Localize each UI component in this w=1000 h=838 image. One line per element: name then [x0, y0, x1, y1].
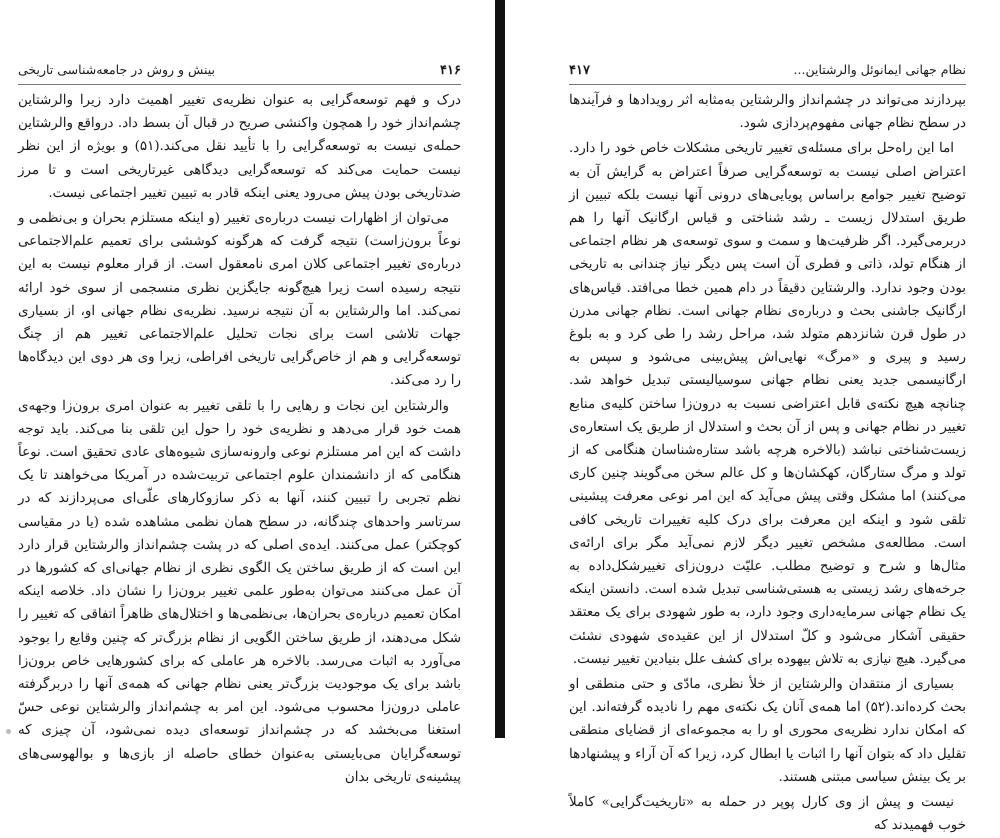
left-paragraph-1: درک و فهم توسعه‌گرایی به عنوان نظریه‌ی تغییر اهمیت دارد زیرا والرشتاین چشم‌انداز خود را همچون واکنشی صریح در قبال آن بسط داد. درواقع والرشتاین حمله‌ی نیست به توسعه‌گرایی را با تأیید نقل می‌کند.(۵۱) و بویژه از این نظر نیست حمایت می‌کند که توسعه‌گرایی دیدگاهی غیرتاریخی است و تا مرز ضدتاریخی بودن پیش می‌رود یعنی اینکه قادر به تبیین تغییر اجتماعی نیست.	[18, 93, 461, 201]
right-running-title: نظام جهانی ایمانوئل والرشتاین...	[793, 62, 966, 77]
left-paragraph-2: می‌توان از اظهارات نیست درباره‌ی تغییر (و اینکه مستلزم بحران و بی‌نظمی و نوعاً برون‌زاست) نتیجه گرفت که هرگونه کوششی برای تعمیم علم‌الاجتماعی درباره‌ی تغییر اجتماعی کلان امری نامعقول است. از قرار معلوم نیست به این نتیجه رسیده است زیرا هیچ‌گونه جایگزین نظری منسجمی از سوی خود ارائه نمی‌کند. اما والرشتاین به آن نتیجه نرسید. نظریه‌ی نظام جهانی او، از بسیاری جهات تلاشی است برای نجات تحلیل علم‌الاجتماعی تغییر هم از چنگ توسعه‌گرایی و هم از خاص‌گرایی تاریخی افراطی، زیرا وی هر دوی این دیدگاه‌ها را رد می‌کند.	[18, 211, 461, 389]
left-page-header	[18, 62, 461, 85]
left-running-title: بینش و روش در جامعه‌شناسی تاریخی	[18, 62, 215, 77]
right-paragraph-2: اما این راه‌حل برای مسئله‌ی تغییر تاریخی مشکلات خاص خود را دارد. اعتراض اصلی نیست به توسعه‌گرایی صرفاً اعتراض به گرایش آن به توضیح تغییر جوامع براساس پویایی‌های درونی آنها نیست بلکه تبیین از طریق استدلال زیست ـ رشد شناختی و قیاس ارگانیک آنها را هم دربرمی‌گیرد. اگر ظرفیت‌ها و سمت و سوی توسعه‌ی هر نظام اجتماعی از هنگام تولد، ذاتی و فطری آن است پس دیگر نیاز چندانی به تاریخی بودن وجود ندارد. والرشتاین دقیقاً در دام همین خطا می‌افتد. قیاس‌های ارگانیک جاشنی بحث و درباره‌ی نظام جهانی است. نظام جهانی مدرن در طول قرن شانزدهم متولد شد، مراحل رشد را طی کرد و به بلوغ رسید و پیری و «مرگ» نهایی‌اش پیش‌بینی می‌شود و سپس به ارگانیسمی جدید یعنی نظام جهانی سوسیالیستی تبدیل خواهد شد. چنانچه هیچ نکته‌ی قابل اعتراضی نسبت به درون‌زا ساختن کلیه‌ی منابع تغییر در نظام جهانی و پس از آن بحث و استدلال از طریق یک استعاره‌ی زیست‌شناختی نباشد (بالاخره هرچه باشد ستاره‌شناسان هنگامی که از تولد و مرگ ستارگان، کهکشان‌ها و کل عالم سخن می‌گویند چنین کاری می‌کنند) اما مشکل وقتی پیش می‌آید که این امر نوعی معرفت پیشینی تلقی شود و اینکه این معرفت برای درک کلیه تغییرات تاریخی کافی است. مطالعه‌ی مشخص تغییر دیگر لازم نمی‌آید مگر برای ارائه‌ی مثال‌ها و شرح و توضیح مطلب. علیّت درون‌زای تغییرشکل‌داده به جرخه‌های رشد زیستی به هستی‌شناسی تبدیل شده است. دانستن اینکه یک نظام جهانی سرمایه‌داری وجود دارد، به طور شهودی برای یک معتقد حقیقی آشکار می‌شود و کلّ استدلال از این عقیده‌ی شهودی نشئت می‌گیرد. هیچ نیازی به تلاش بیهوده برای کشف علل بنیادین تغییر نیست.	[569, 141, 966, 667]
right-paragraph-3: بسیاری از منتقدان والرشتاین از خلأ نظری، مادّی و حتی منطقی او بحث کرده‌اند.(۵۲) اما همه‌ی آنان یک نکته‌ی مهم را نادیده گرفته‌اند. این که امکان ندارد نظریه‌ی محوری او را به مجموعه‌ای از قضایای منطقی تقلیل داد که بتوان آنها را اثبات یا ابطال کرد، زیرا که آن آراء و پیشنهادها بر یک بینش سیاسی مبتنی هستند.	[569, 677, 966, 785]
left-paragraph-3: والرشتاین این نجات و رهایی را با تلقی تغییر به عنوان امری برون‌زا وجهه‌ی همت خود قرار می‌دهد و نظریه‌ی خود را حول این تلقی بنا می‌کند. باید توجه داشت که این امر مستلزم نوعی وارونه‌سازی شیوه‌های عادی تحقیق است. نوعاً هنگامی که از دانشمندان علوم اجتماعی تربیت‌شده در آمریکا می‌خواهند تا یک نظم تجربی را تبیین کنند، آنها به ذکر سازوکارهای علّی‌ای می‌پردازند که در سرتاسر واحدهای چندگانه، در سطح همان نظمی مشاهده شده (یا در مقیاسی کوچکتر) عمل می‌کنند. ایده‌ی اصلی که در پشت چشم‌انداز والرشتاین قرار دارد این است که از طریق ساختن یک الگوی نظری از نظام جهانی‌ای که کشورها در آن عمل می‌کنند می‌توان به‌طور علمی تغییر برون‌زا را نشان داد. خلاصه اینکه امکان تعمیم درباره‌ی بحران‌ها، بی‌نظمی‌ها و اختلال‌های ظاهراً اتفاقی که تغییر را شکل می‌دهند، از طریق ساختن الگویی از نظام بزرگ‌تر که چنین وقایع را بوجود می‌آورد به اثبات می‌رسد. بالاخره هر عاملی که برای کشورهایی خاص برون‌زا باشد برای یک موجودیت بزرگ‌تر یعنی نظام جهانی که همه‌ی آنها را دربرگرفته عاملی درون‌زا محسوب می‌شود. این امر به چشم‌انداز والرشتاین نوعی حسّ استغنا می‌بخشد که در چشم‌انداز توسعه‌ای دیده نمی‌شود، آن چیزی که توسعه‌گرایان می‌بایستی به‌عنوان خطای حاصله از بازی‌ها و بوالهوسی‌های پیشینه‌ی تاریخی بدان	[18, 398, 461, 785]
left-page-number: ۴۱۶	[440, 63, 461, 78]
right-page	[505, 0, 1000, 834]
right-paragraph-1: بپردازند می‌تواند در چشم‌انداز والرشتاین به‌مثابه اثر رویدادها و فرآیندها در سطح نظام جهانی مفهوم‌پردازی شود.	[569, 93, 966, 132]
right-page-number: ۴۱۷	[569, 63, 590, 78]
right-page-header	[569, 62, 966, 85]
left-page	[0, 0, 495, 785]
page-corner-dot	[6, 729, 11, 734]
book-gutter	[495, 0, 505, 738]
right-paragraph-4: نیست و پیش از وی کارل پوپر در حمله به «تاریخیت‌گرایی» کاملاً خوب فهمیدند که	[569, 795, 966, 834]
